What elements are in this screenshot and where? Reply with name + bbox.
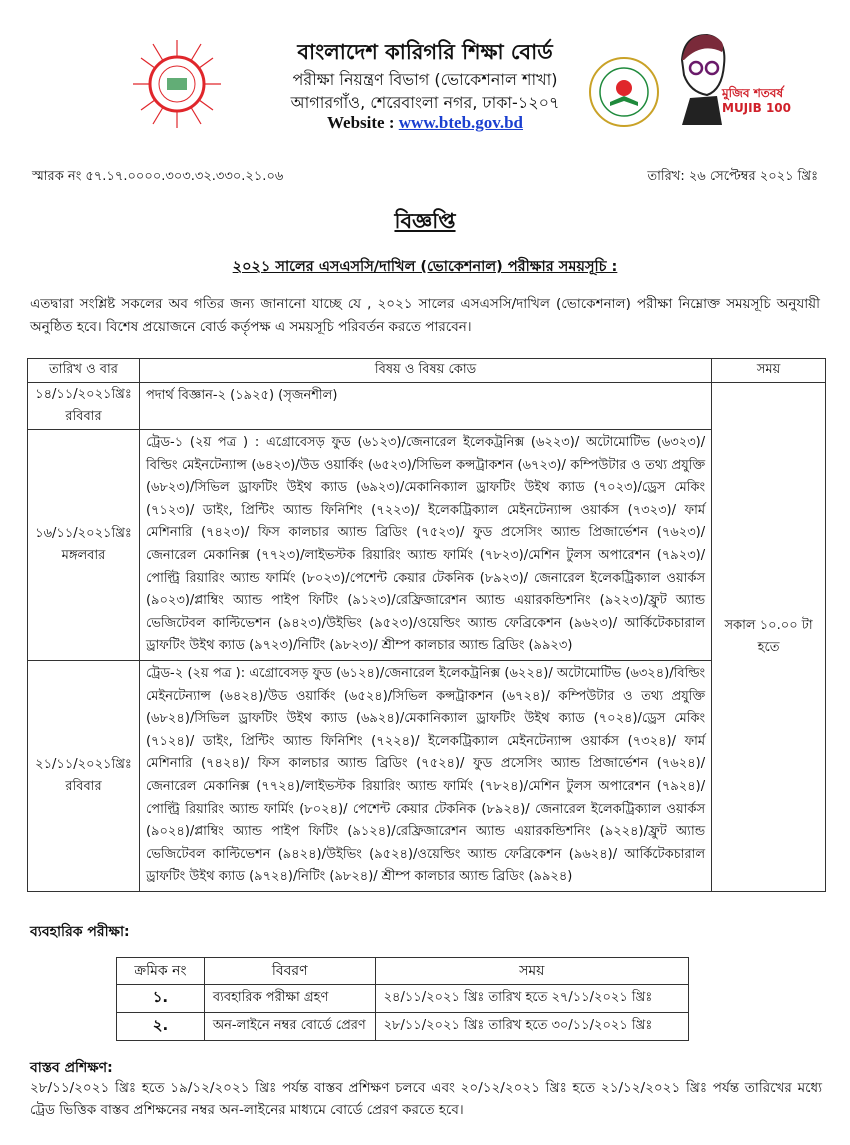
date-cell (28, 430, 140, 661)
training-paragraph: ২৮/১১/২০২১ খ্রিঃ হতে ১৯/১২/২০২১ খ্রিঃ পর্যন্ত বাস্তব প্রশিক্ষণ চলবে এবং ২০/১২/২০২১ খ্রিঃ হতে ২১/১২/২০২১ খ্রিঃ পর্যন্ত তারিখের মধ্যে ট্রেড ভিত্তিক বাস্তব প্রশিক্ষনের নম্বর অন-লাইনের মাধ্যমে বোর্ডে প্রেরণ করতে হবে। (30, 1080, 822, 1118)
serial: ২. (117, 1013, 205, 1041)
header-description: বিবরণ (204, 958, 375, 985)
notice-subtitle: ২০২১ সালের এসএসসি/দাখিল (ভোকেশনাল) পরীক্ষার সময়সূচি : (232, 259, 618, 275)
table-row (28, 660, 826, 891)
address: আগারগাঁও, শেরেবাংলা নগর, ঢাকা-১২০৭ (290, 93, 560, 112)
org-name: বাংলাদেশ কারিগরি শিক্ষা বোর্ড (297, 40, 553, 64)
time-cell: সকাল ১০.০০ টা হতে (712, 383, 826, 892)
header-time: সময় (375, 958, 688, 985)
subject-cell: ট্রেড-১ (২য় পত্র ) : এগ্রোবেসড় ফুড (৬১২৩)/জেনারেল ইলেকট্রনিক্স (৬২২৩)/ অটোমোটিভ (৬৩২৩)/বিল্ডিং মেইনটেন্যান্স (৬৪২৩)/উড ওয়ার্কিং (৬৫২৩)/সিভিল কন্সট্রাকশন (৬৭২৩)/ কম্পিউটার ও তথ্য প্রযুক্তি (৬৮২৩)/সিভিল ড্রাফটিং উইথ ক্যাড (৬৯২৩)/মেকানিক্যাল ড্রাফটিং উইথ ক্যাড (৭০২৩)/ড্রেস মেকিং (৭১২৩)/ ডাইং, প্রিন্টিং অ্যান্ড ফিনিশিং (৭২২৩)/ ইলেকট্রিক্যাল মেইনটেন্যান্স ওয়ার্কস (৭৩২৩)/ ফার্ম মেশিনারি (৭৪২৩)/ ফিস কালচার অ্যান্ড ব্রিডিং (৭৫২৩)/ ফুড প্রসেসিং অ্যান্ড প্রিজার্ভেশন (৭৬২৩)/জেনারেল মেকানিক্স (৭৭২৩)/লাইভস্টক রিয়ারিং অ্যান্ড ফার্মিং (৭৮২৩)/মেশিন টুলস অপারেশন (৭৯২৩)/ পোল্ট্রি রিয়ারিং অ্যান্ড ফার্মিং (৮০২৩)/পেশেন্ট কেয়ার টেকনিক (৮৯২৩)/ জেনারেল ইলেকট্রিক্যাল ওয়ার্কস (৯০২৩)/প্লাম্বিং অ্যান্ড পাইপ ফিটিং (৯১২৩)/রেফ্রিজারেশন অ্যান্ড এয়ারকন্ডিশনিং (৯২২৩)/ফ্রুট অ্যান্ড ভেজিটেবল কাল্টিভেশন (৯৪২৩)/উইভিং (৯৫২৩)/ওয়েল্ডিং অ্যান্ড ফেব্রিকেশন (৯৬২৩)/ আর্কিটেকচারাল ড্রাফটিং উইথ ক্যাড (৯৭২৩)/নিটিং (৯৮২৩)/ শ্রীম্প কালচার অ্যান্ড ব্রিডিং (৯৯২৩) (139, 430, 711, 661)
header-date: তারিখ ও বার (28, 359, 140, 383)
exam-schedule-table (27, 358, 826, 892)
header-time: সময় (712, 359, 826, 383)
date: ২১/১১/২০২১খ্রিঃ (35, 756, 132, 772)
bteb-seal-logo (133, 40, 221, 128)
date-cell (28, 660, 140, 891)
date-cell (28, 383, 140, 430)
education-circle-logo (588, 56, 660, 128)
training-heading: বাস্তব প্রশিক্ষণ: (30, 1060, 113, 1076)
table-row (117, 985, 689, 1013)
website-line (230, 113, 620, 133)
day: রবিবার (65, 409, 102, 424)
time: ২৮/১১/২০২১ খ্রিঃ তারিখ হতে ৩০/১১/২০২১ খ্রিঃ (375, 1013, 688, 1041)
day: রবিবার (65, 778, 102, 794)
website-label: Website : (326, 113, 399, 132)
subject-cell: পদার্থ বিজ্ঞান-২ (১৯২৫) (সৃজনশীল) (139, 383, 711, 430)
date: ১৬/১১/২০২১খ্রিঃ (35, 525, 132, 541)
memo-date: তারিখ: ২৬ সেপ্টেম্বর ২০২১ খ্রিঃ (647, 169, 818, 184)
website-link[interactable]: www.bteb.gov.bd (398, 113, 523, 132)
intro-paragraph: এতদ্বারা সংশ্লিষ্ট সকলের অব গতির জন্য জানানো যাচ্ছে যে , ২০২১ সালের এসএসসি/দাখিল (ভোকেশনাল) পরীক্ষা নিম্নোক্ত সময়সূচি অনুযায়ী অনুষ্ঠিত হবে। বিশেষ প্রয়োজনে বোর্ড কর্তৃপক্ষ এ সময়সূচি পরিবর্তন করতে পারবেন। (30, 296, 820, 335)
description: অন-লাইনে নম্বর বোর্ডে প্রেরণ (204, 1013, 375, 1041)
header-serial: ক্রমিক নং (117, 958, 205, 985)
subject-cell: ট্রেড-২ (২য় পত্র ): এগ্রোবেসড় ফুড (৬১২৪)/জেনারেল ইলেকট্রনিক্স (৬২২৪)/ অটোমোটিভ (৬৩২৪)/বিল্ডিং মেইনটেন্যান্স (৬৪২৪)/উড ওয়ার্কিং (৬৫২৪)/সিভিল কন্সট্রাকশন (৬৭২৪)/ কম্পিউটার ও তথ্য প্রযুক্তি (৬৮২৪)/সিভিল ড্রাফটিং উইথ ক্যাড (৬৯২৪)/মেকানিক্যাল ড্রাফটিং উইথ ক্যাড (৭০২৪)/ড্রেস মেকিং (৭১২৪)/ ডাইং, প্রিন্টিং অ্যান্ড ফিনিশিং (৭২২৪)/ ইলেকট্রিক্যাল মেইনটেন্যান্স ওয়ার্কস (৭৩২৪)/ ফার্ম মেশিনারি (৭৪২৪)/ ফিস কালচার অ্যান্ড ব্রিডিং (৭৫২৪)/ ফুড প্রসেসিং অ্যান্ড প্রিজার্ভেশন (৭৬২৪)/জেনারেল মেকানিক্স (৭৭২৪)/লাইভস্টক রিয়ারিং অ্যান্ড ফার্মিং (৭৮২৪)/মেশিন টুলস অপারেশন (৭৯২৪)/ পোল্ট্রি রিয়ারিং অ্যান্ড ফার্মিং (৮০২৪)/ পেশেন্ট কেয়ার টেকনিক (৮৯২৪)/ জেনারেল ইলেকট্রিক্যাল ওয়ার্কস (৯০২৪)/প্লাম্বিং অ্যান্ড পাইপ ফিটিং (৯১২৪)/রেফ্রিজারেশন অ্যান্ড এয়ারকন্ডিশনিং (৯২২৪)/ফ্রুট অ্যান্ড ভেজিটেবল কাল্টিভেশন (৯৪২৪)/উইভিং (৯৫২৪)/ওয়েল্ডিং অ্যান্ড ফেব্রিকেশন (৯৬২৪)/ আর্কিটেকচারাল ড্রাফটিং উইথ ক্যাড (৯৭২৪)/নিটিং (৯৮২৪)/ শ্রীম্প কালচার অ্যান্ড ব্রিডিং (৯৯২৪) (139, 660, 711, 891)
time: ২৪/১১/২০২১ খ্রিঃ তারিখ হতে ২৭/১১/২০২১ খ্রিঃ (375, 985, 688, 1013)
day: মঙ্গলবার (61, 547, 106, 563)
date: ১৪/১১/২০২১খ্রিঃ (35, 387, 132, 402)
table-row (28, 430, 826, 661)
practical-table (116, 957, 689, 1041)
description: ব্যবহারিক পরীক্ষা গ্রহণ (204, 985, 375, 1013)
practical-heading: ব্যবহারিক পরীক্ষা: (30, 924, 130, 940)
notice-title: বিজ্ঞপ্তি (394, 209, 456, 233)
department: পরীক্ষা নিয়ন্ত্রণ বিভাগ (ভোকেশনাল শাখা) (292, 70, 558, 89)
header-subject: বিষয় ও বিষয় কোড (139, 359, 711, 383)
table-row (28, 383, 826, 430)
serial: ১. (117, 985, 205, 1013)
table-header-row (117, 958, 689, 985)
memo-ref: স্মারক নং ৫৭.১৭.০০০০.৩০৩.৩২.৩৩০.২১.০৬ (32, 169, 284, 184)
table-header-row (28, 359, 826, 383)
mujib-100-logo (672, 30, 797, 130)
mujib-wordmark: মুজিব শতবর্ষ MUJIB 100 (722, 86, 791, 115)
table-row (117, 1013, 689, 1041)
